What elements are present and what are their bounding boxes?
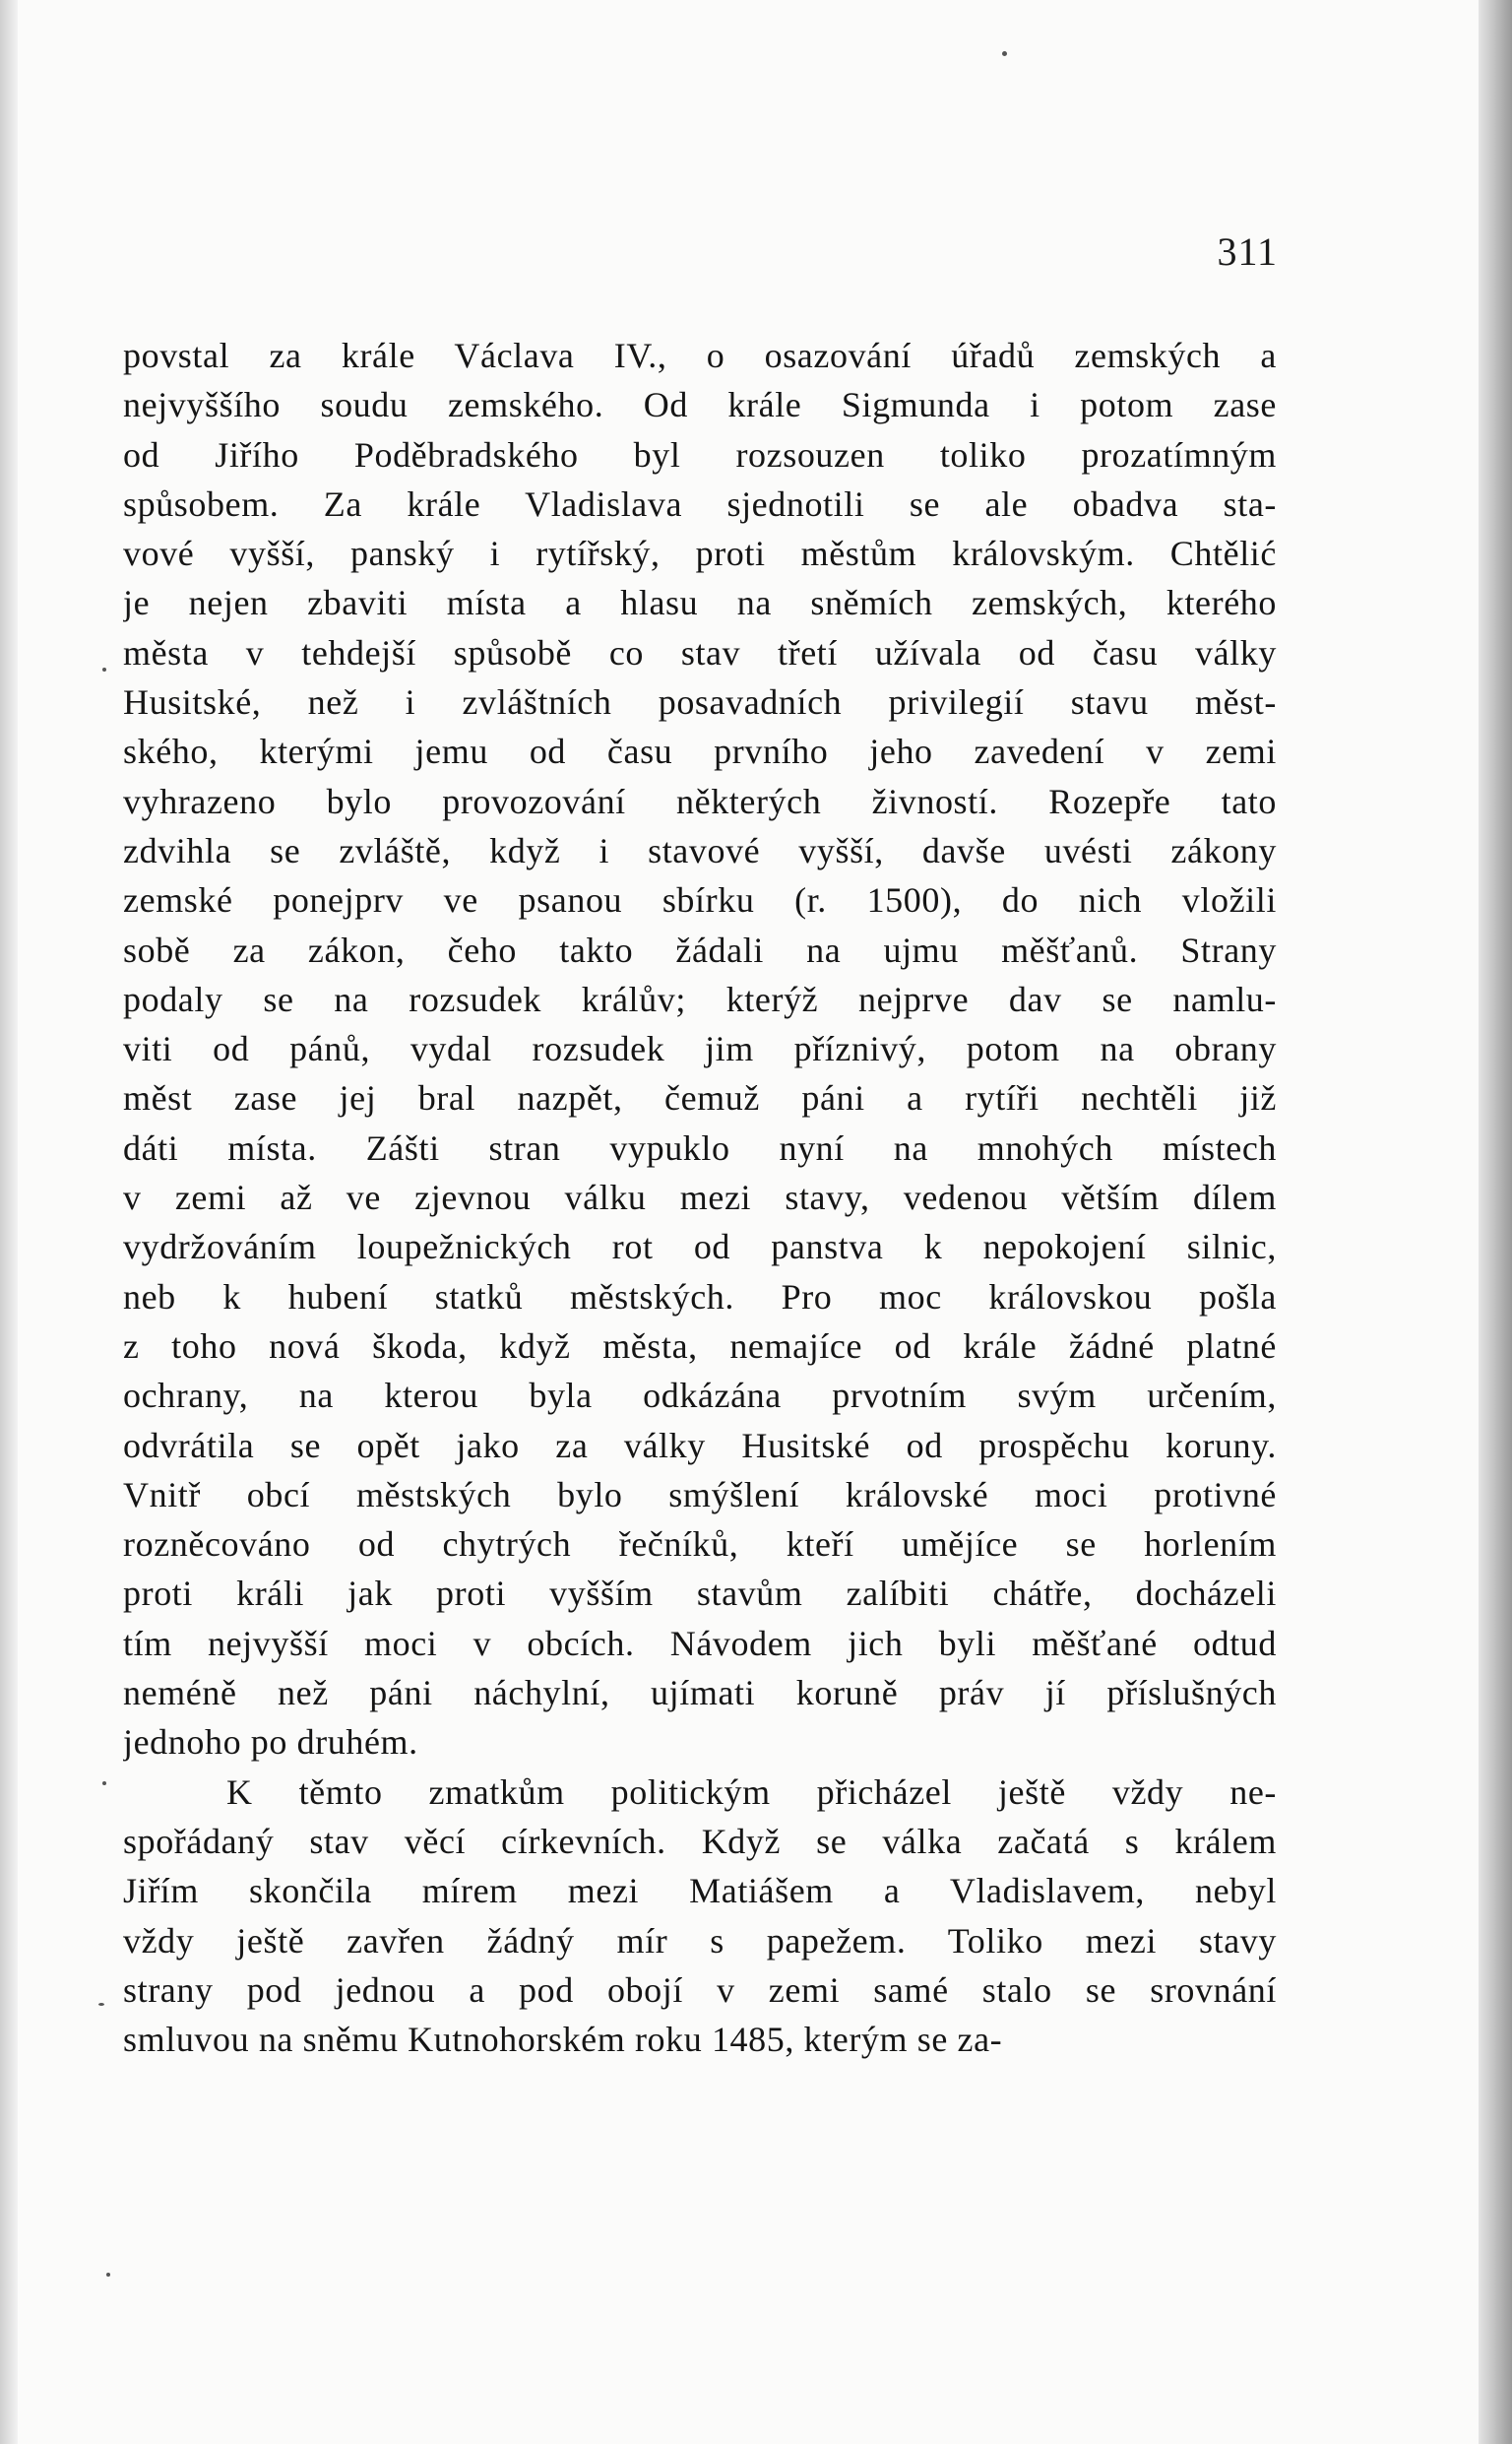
text-line: Husitské, než i zvláštních posavadních privilegií stavu měst- [123,682,1277,723]
text-line: nejvyššího soudu zemského. Od krále Sigmunda i potom zase [123,385,1277,425]
paper-speck [1002,51,1007,56]
text-line: viti od pánů, vydal rozsudek jim příznivý, potom na obrany [123,1029,1277,1069]
text-line: v zemi až ve zjevnou válku mezi stavy, vedenou větším dílem [123,1178,1277,1218]
text-line: povstal za krále Václava IV., o osazování úřadů zemských a [123,336,1277,375]
paper-speck [102,668,106,672]
text-line: vové vyšší, panský i rytířský, proti městům královským. Chtělić [123,534,1277,574]
text-line: strany pod jednou a pod obojí v zemi samé stalo se srovnání [123,1969,1277,2010]
text-line: města v tehdejší spůsobě co stav třetí užívala od času války [123,632,1277,673]
text-line: rozněcováno od chytrých řečníků, kteří umějíce se horlením [123,1524,1277,1565]
text-line: smluvou na sněmu Kutnohorském roku 1485, kterým se za- [123,2020,1003,2060]
text-line: Vnitř obcí městských bylo smýšlení královské moci protivné [123,1474,1277,1514]
text-line: od Jiřího Poděbradského byl rozsouzen toliko prozatímným [123,434,1277,475]
text-line: jednoho po druhém. [123,1722,418,1763]
page-left-edge-shadow [0,0,18,2444]
paper-speck [98,2003,104,2006]
text-line: měst zase jej bral nazpět, čemuž páni a rytíři nechtěli již [123,1078,1277,1119]
page-right-edge-shadow [1479,0,1512,2444]
text-line: ochrany, na kterou byla odkázána prvotním svým určením, [123,1376,1277,1416]
text-line: neméně než páni náchylní, ujímati koruně práv jí příslušných [123,1673,1277,1713]
text-line: vždy ještě zavřen žádný mír s papežem. Toliko mezi stavy [123,1920,1277,1961]
body-text [123,331,1277,2064]
text-line: z toho nová škoda, když města, nemajíce od krále žádné platné [123,1325,1277,1366]
text-line: je nejen zbaviti místa a hlasu na sněmích zemských, kterého [123,583,1277,623]
text-line: odvrátila se opět jako za války Husitské od prospěchu koruny. [123,1425,1277,1465]
text-line: Jiřím skončila mírem mezi Matiášem a Vladislavem, nebyl [123,1871,1277,1911]
text-line: podaly se na rozsudek králův; kterýž nejprve dav se namlu- [123,979,1277,1019]
text-line: zdvihla se zvláště, když i stavové vyšší, davše uvésti zákony [123,830,1277,870]
paper-speck [102,1781,106,1785]
page-number: 311 [1217,229,1278,274]
text-line: tím nejvyšší moci v obcích. Návodem jich byli měšťané odtud [123,1623,1277,1663]
paper-speck [106,2273,110,2277]
text-line: dáti místa. Zášti stran vypuklo nyní na mnohých místech [123,1127,1277,1168]
text-line: vyhrazeno bylo provozování některých živností. Rozepře tato [123,781,1277,821]
text-line: ského, kterými jemu od času prvního jeho zavedení v zemi [123,732,1277,772]
text-line: zemské ponejprv ve psanou sbírku (r. 1500), do nich vložili [123,880,1277,921]
text-line: neb k hubení statků městských. Pro moc královskou pošla [123,1276,1277,1317]
text-line: proti králi jak proti vyšším stavům zalíbiti chátře, docházeli [123,1574,1277,1614]
text-line: vydržováním loupežnických rot od panstva k nepokojení silnic, [123,1227,1277,1267]
text-line: sobě za zákon, čeho takto žádali na ujmu měšťanů. Strany [123,930,1277,970]
text-line: spůsobem. Za krále Vladislava sjednotili se ale obadva sta- [123,483,1277,524]
paragraph-start-line: K těmto zmatkům politickým přicházel ještě vždy ne- [226,1771,1277,1812]
text-line: spořádaný stav věcí církevních. Když se válka začatá s králem [123,1821,1277,1861]
